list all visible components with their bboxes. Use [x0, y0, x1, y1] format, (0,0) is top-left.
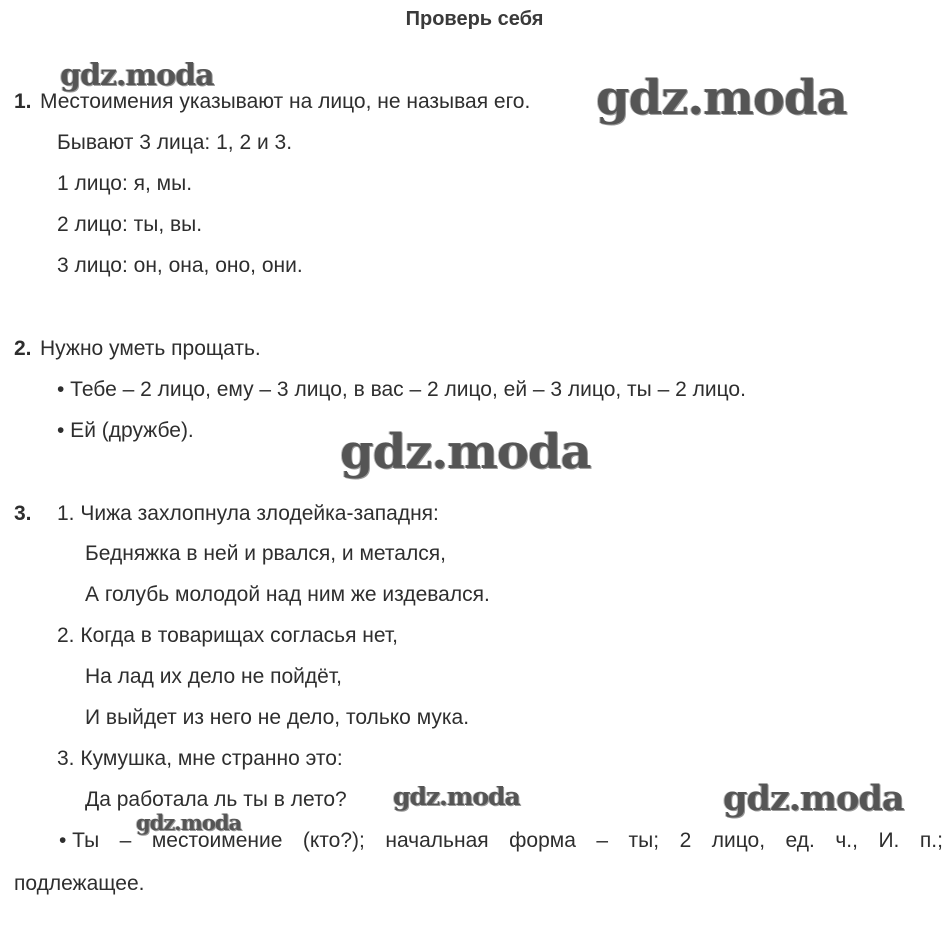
q2-line-3: • Ей (дружбе). — [57, 419, 194, 442]
analysis-word: лицо, — [711, 829, 766, 852]
analysis-word: 2 — [679, 829, 692, 852]
q2-number: 2. — [14, 337, 32, 360]
analysis-word: – — [596, 829, 609, 852]
q3-line-5: На лад их дело не пойдёт, — [85, 665, 342, 688]
watermark: gdz.moda — [393, 782, 520, 811]
q3-line-6: И выйдет из него не дело, только мука. — [85, 706, 470, 729]
watermark: gdz.moda — [596, 70, 847, 126]
q1-line-5: 3 лицо: он, она, оно, они. — [57, 254, 303, 277]
q3-line-2: Бедняжка в ней и рвался, и метался, — [85, 542, 446, 565]
q2-line-1: Нужно уметь прощать. — [40, 337, 261, 360]
q3-line-8: Да работала ль ты в лето? — [85, 788, 347, 811]
q3-number: 3. — [14, 502, 32, 525]
watermark: gdz.moda — [723, 778, 904, 819]
q3-line-1: 1. Чижа захлопнула злодейка-западня: — [57, 502, 439, 525]
analysis-word: п.; — [919, 829, 943, 852]
q2-line-2: • Тебе – 2 лицо, ему – 3 лицо, в вас – 2 лицо, ей – 3 лицо, ты – 2 лицо. — [57, 378, 746, 401]
q3-line-3: А голубь молодой над ним же издевался. — [85, 583, 490, 606]
analysis-word: (кто?); — [302, 829, 365, 852]
analysis-word: И. — [878, 829, 900, 852]
q3-line-7: 3. Кумушка, мне странно это: — [57, 747, 343, 770]
q1-line-2: Бывают 3 лица: 1, 2 и 3. — [57, 131, 293, 154]
analysis-word: местоимение — [151, 829, 283, 852]
analysis-word: ч., — [835, 829, 858, 852]
watermark: gdz.moda — [136, 810, 242, 835]
analysis-word: ед. — [785, 829, 815, 852]
analysis-word: – — [119, 829, 132, 852]
analysis-word: ты; — [628, 829, 660, 852]
analysis-word: начальная — [385, 829, 489, 852]
watermark: gdz.moda — [60, 58, 214, 93]
q1-line-3: 1 лицо: я, мы. — [57, 172, 193, 195]
q1-number: 1. — [14, 90, 32, 113]
q1-line-4: 2 лицо: ты, вы. — [57, 213, 203, 236]
analysis-word: форма — [509, 829, 576, 852]
q3-line-4: 2. Когда в товарищах согласья нет, — [57, 624, 398, 647]
watermark: gdz.moda — [340, 424, 591, 480]
q1-line-1: Местоимения указывают на лицо, не называя его. — [40, 90, 531, 113]
page-title: Проверь себя — [405, 8, 544, 30]
analysis-word: • Ты — [59, 829, 100, 852]
q3-analysis-end: подлежащее. — [14, 872, 145, 895]
